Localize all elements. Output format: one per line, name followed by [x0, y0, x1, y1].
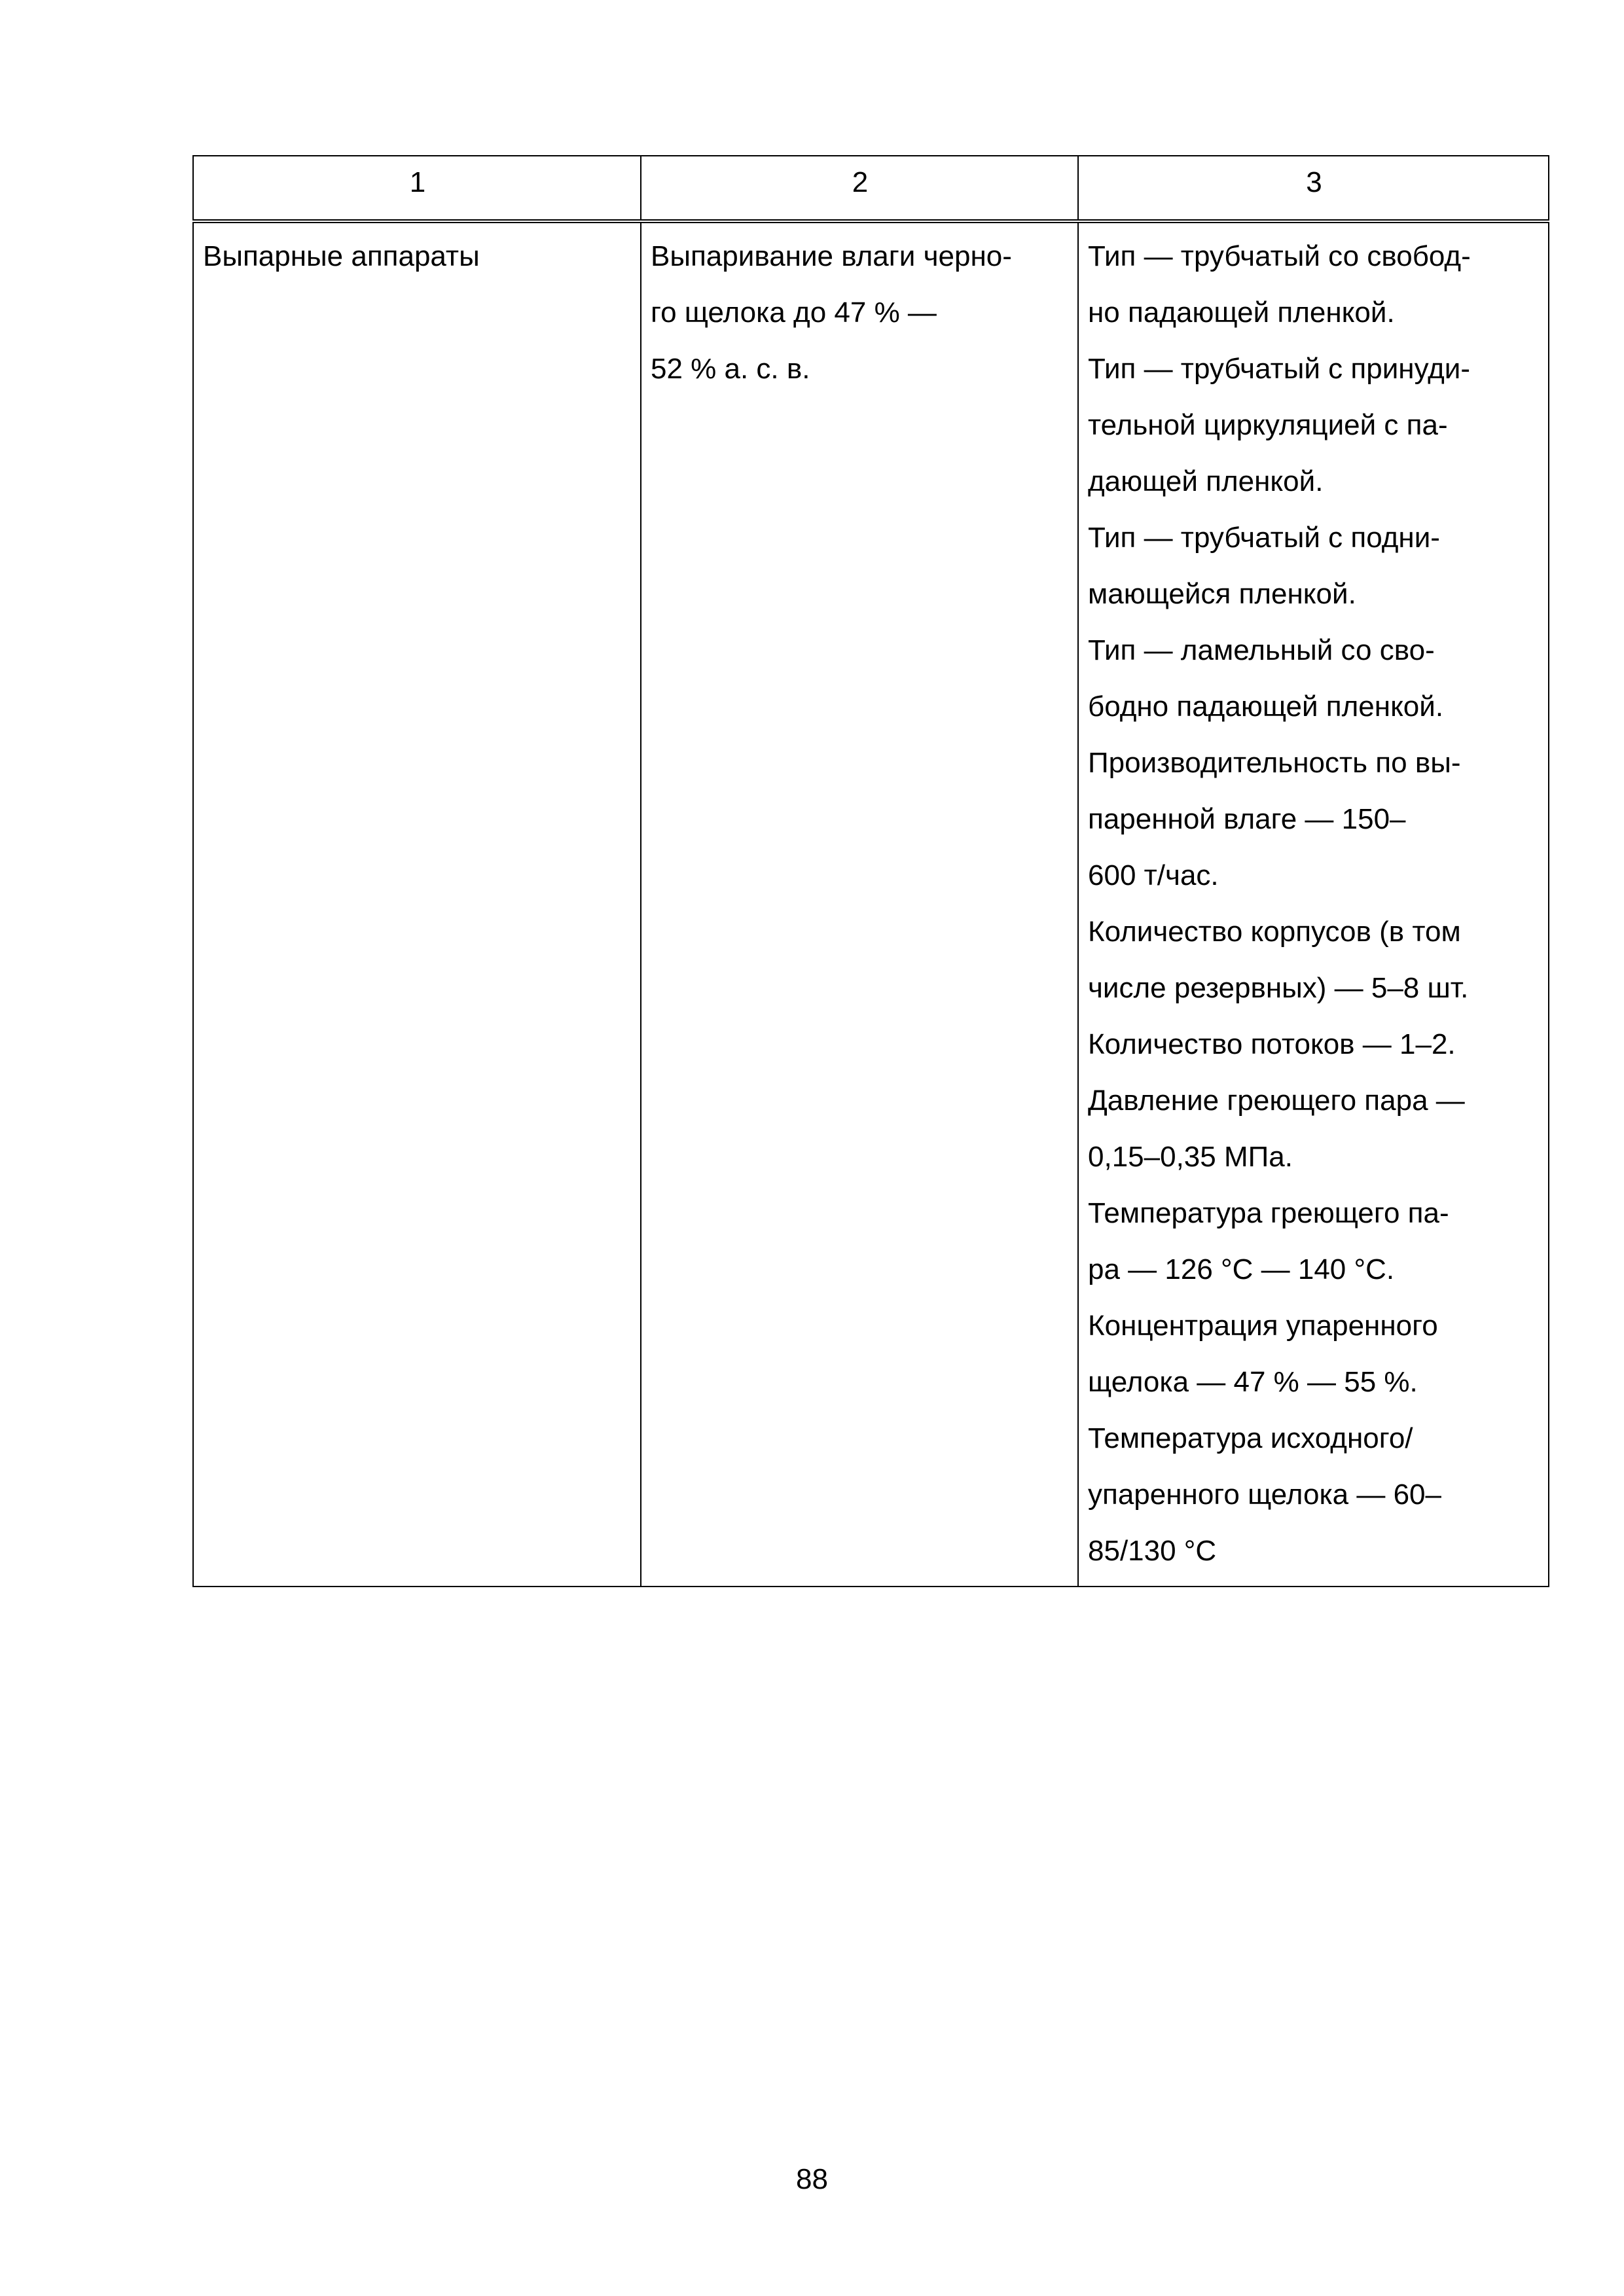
cell-line: 85/130 °С [1088, 1535, 1217, 1567]
cell-line: щелока — 47 % — 55 %. [1088, 1366, 1418, 1398]
cell-line: паренной влаге — 150– [1088, 803, 1406, 835]
cell-line: Количество потоков — 1–2. [1088, 1028, 1456, 1060]
table-header [193, 156, 1549, 221]
cell-line: го щелока до 47 % — [651, 296, 937, 329]
cell-line: 52 % а. с. в. [651, 353, 810, 385]
cell-line: Производительность по вы- [1088, 747, 1461, 779]
cell-line: Тип — ламельный со сво- [1088, 634, 1435, 666]
cell-line: Тип — трубчатый с подни- [1088, 522, 1440, 554]
table-row [193, 221, 1549, 1587]
cell-line: бодно падающей пленкой. [1088, 691, 1444, 723]
cell-line: числе резервных) — 5–8 шт. [1088, 972, 1469, 1004]
column-header-2: 2 [641, 156, 1078, 221]
column-header-3: 3 [1078, 156, 1549, 221]
cell-line: Выпаривание влаги черно- [651, 240, 1012, 272]
cell-line: тельной циркуляцией с па- [1088, 409, 1448, 441]
column-header-1: 1 [193, 156, 641, 221]
cell-line: Концентрация упаренного [1088, 1310, 1438, 1342]
cell-line: Количество корпусов (в том [1088, 916, 1461, 948]
cell-line: Тип — трубчатый со свобод- [1088, 240, 1471, 272]
header-row [193, 156, 1549, 221]
cell-line: но падающей пленкой. [1088, 296, 1395, 329]
specifications-cell [1078, 221, 1549, 1587]
cell-line: 0,15–0,35 МПа. [1088, 1141, 1293, 1173]
cell-line: Температура исходного/ [1088, 1422, 1413, 1454]
page-number: 88 [796, 2163, 828, 2195]
cell-line: Давление греющего пара — [1088, 1085, 1465, 1117]
cell-line: 600 т/час. [1088, 859, 1219, 891]
cell-line: упаренного щелока — 60– [1088, 1479, 1441, 1511]
cell-line: ра — 126 °С — 140 °С. [1088, 1253, 1395, 1285]
table-body [193, 221, 1549, 1587]
cell-line: дающей пленкой. [1088, 465, 1324, 497]
equipment-name-cell [193, 221, 641, 1587]
cell-line: Тип — трубчатый с принуди- [1088, 353, 1471, 385]
cell-line: Температура греющего па- [1088, 1197, 1449, 1229]
purpose-cell [641, 221, 1078, 1587]
cell-line: мающейся пленкой. [1088, 578, 1356, 610]
equipment-table [192, 155, 1549, 1587]
cell-line: Выпарные аппараты [203, 240, 480, 272]
